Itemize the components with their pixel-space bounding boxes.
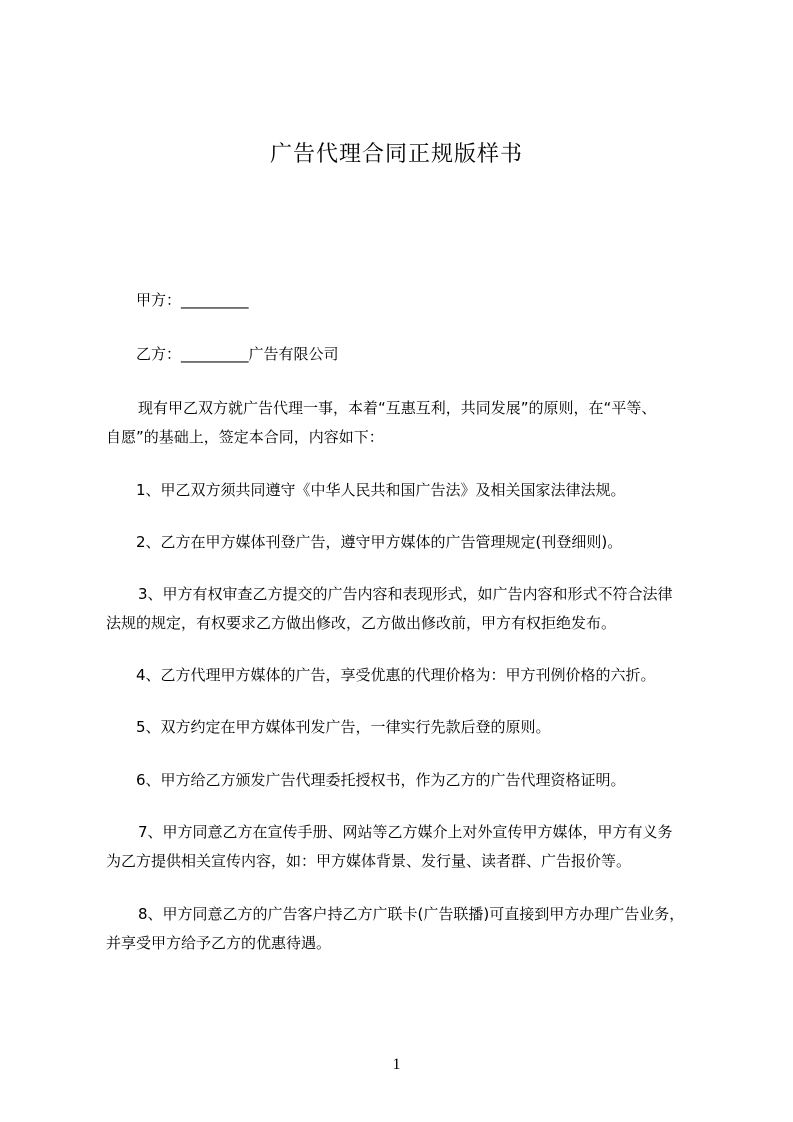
clause-3-line-2: 法规的规定，有权要求乙方做出修改，乙方做出修改前，甲方有权拒绝发布。 bbox=[106, 614, 617, 632]
clause-2 bbox=[106, 528, 724, 557]
party-a-line: 甲方：_________ bbox=[136, 291, 249, 309]
intro-line-1: 现有甲乙双方就广告代理一事，本着“互惠互利，共同发展”的原则，在“平等、 bbox=[138, 399, 657, 417]
clause-8 bbox=[106, 900, 724, 958]
clause-4-line-1: 4、乙方代理甲方媒体的广告，享受优惠的代理价格为：甲方刊例价格的六折。 bbox=[136, 666, 656, 684]
clause-1 bbox=[106, 476, 724, 505]
page-number: 1 bbox=[392, 1056, 401, 1073]
intro-line-2: 自愿”的基础上，签定本合同，内容如下： bbox=[106, 428, 384, 446]
document-title: 广告代理合同正规版样书 bbox=[269, 142, 523, 167]
clause-2-line-1: 2、乙方在甲方媒体刊登广告，遵守甲方媒体的广告管理规定(刊登细则)。 bbox=[136, 533, 623, 551]
party-b-line: 乙方：_________广告有限公司 bbox=[136, 345, 339, 363]
clause-6 bbox=[106, 766, 724, 795]
clause-4 bbox=[106, 661, 724, 690]
clause-8-line-2: 并享受甲方给予乙方的优惠待遇。 bbox=[106, 934, 332, 952]
clause-3-line-1: 3、甲方有权审查乙方提交的广告内容和表现形式，如广告内容和形式不符合法律 bbox=[138, 585, 673, 603]
clause-8-line-1: 8、甲方同意乙方的广告客户持乙方广联卡(广告联播)可直接到甲方办理广告业务， bbox=[138, 905, 685, 923]
clause-7-line-1: 7、甲方同意乙方在宣传手册、网站等乙方媒介上对外宣传甲方媒体，甲方有义务 bbox=[138, 823, 673, 841]
clause-6-line-1: 6、甲方给乙方颁发广告代理委托授权书，作为乙方的广告代理资格证明。 bbox=[136, 771, 626, 789]
clause-1-line-1: 1、甲乙双方须共同遵守《中华人民共和国广告法》及相关国家法律法规。 bbox=[136, 481, 626, 499]
clause-5 bbox=[106, 713, 724, 742]
intro-paragraph bbox=[106, 394, 724, 452]
clause-7 bbox=[106, 818, 724, 876]
clause-7-line-2: 为乙方提供相关宣传内容，如：甲方媒体背景、发行量、读者群、广告报价等。 bbox=[106, 852, 632, 870]
clause-5-line-1: 5、双方约定在甲方媒体刊发广告，一律实行先款后登的原则。 bbox=[136, 718, 551, 736]
clause-3 bbox=[106, 580, 724, 638]
